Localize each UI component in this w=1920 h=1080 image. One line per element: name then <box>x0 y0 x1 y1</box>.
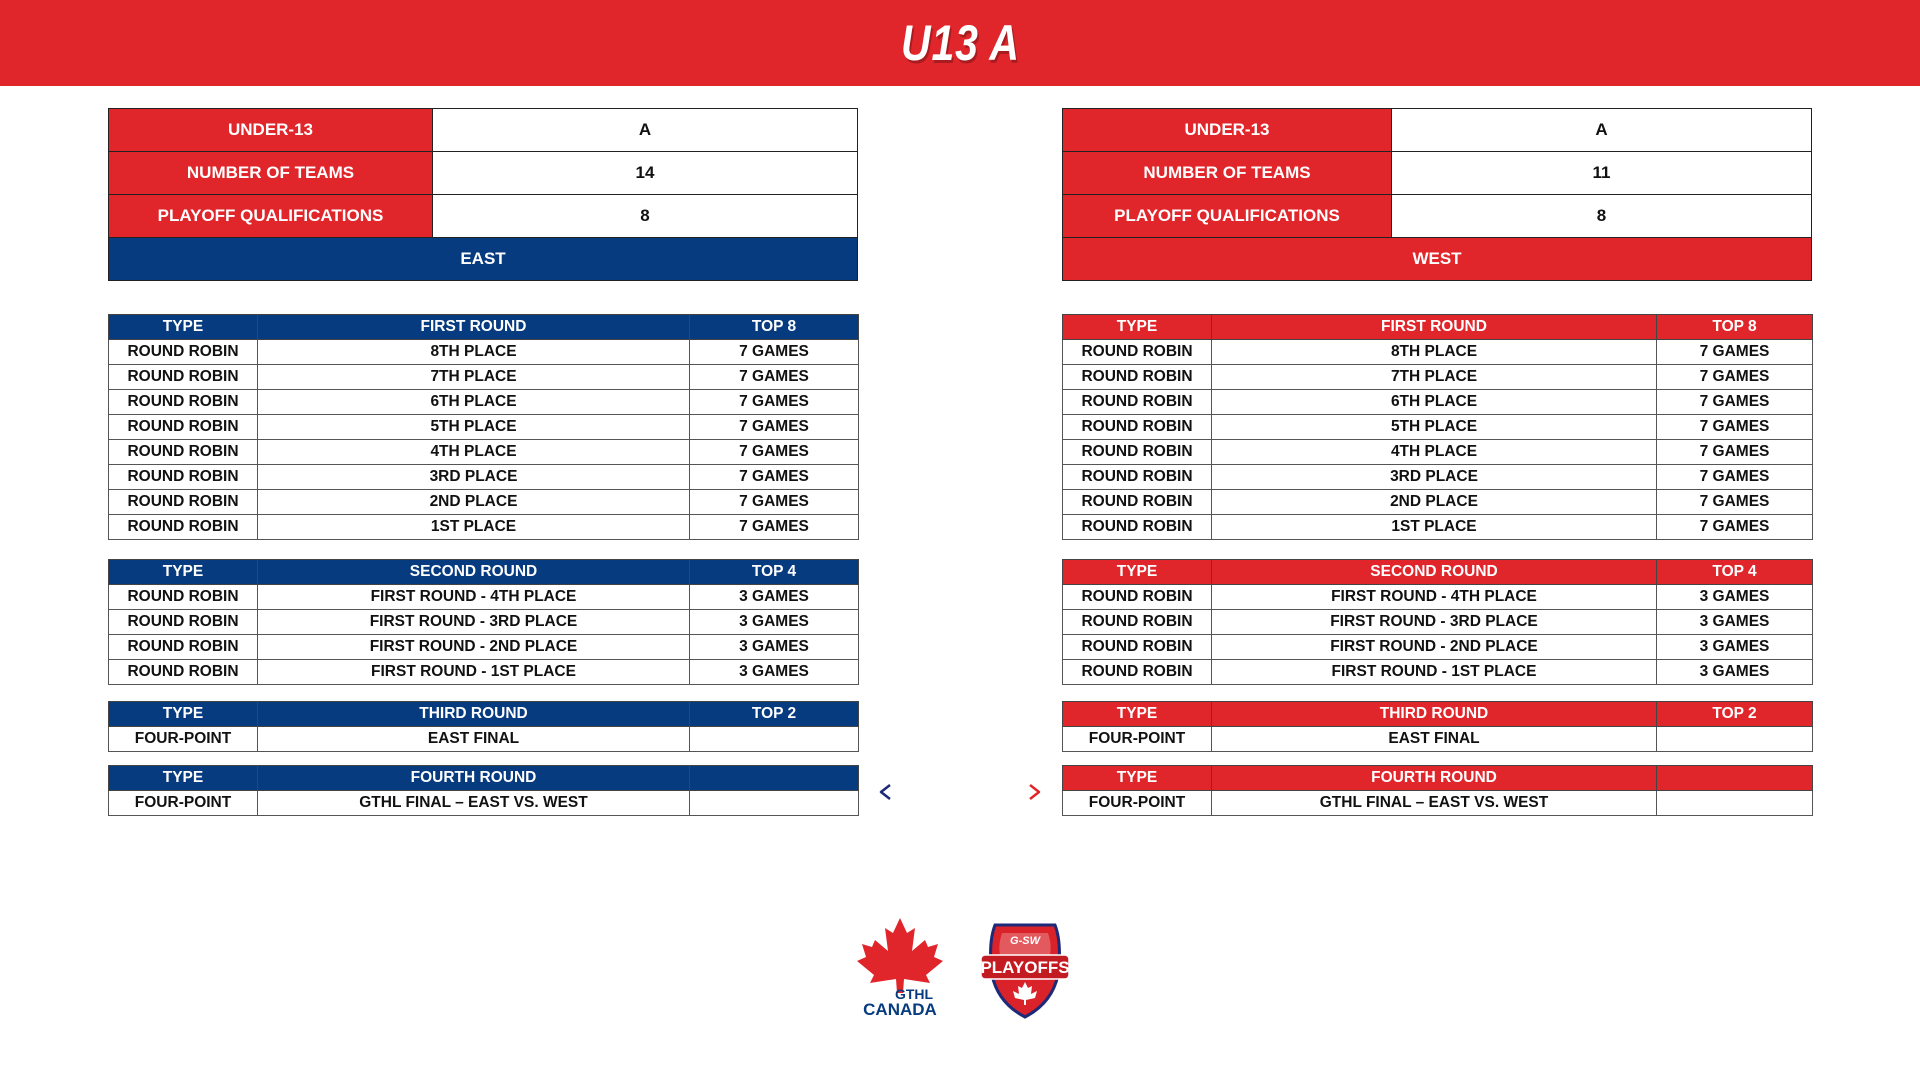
playoffs-logo <box>980 925 1069 1017</box>
division-label: UNDER-13 <box>1063 109 1392 152</box>
table-row <box>109 440 859 465</box>
west-round3-table <box>1062 701 1813 752</box>
round-cell: 6TH PLACE <box>258 390 690 415</box>
table-row <box>1063 490 1813 515</box>
games-cell: 7 GAMES <box>690 365 859 390</box>
maple-leaf-icon <box>857 918 943 993</box>
games-cell: 7 GAMES <box>1657 340 1813 365</box>
table-row <box>109 465 859 490</box>
round-cell: 2ND PLACE <box>258 490 690 515</box>
games-cell: 7 GAMES <box>690 440 859 465</box>
round-cell: GTHL FINAL – EAST VS. WEST <box>1212 791 1657 816</box>
playoffs-top-text: G-SW <box>1010 935 1040 947</box>
round-header: SECOND ROUND <box>258 560 690 585</box>
type-cell: ROUND ROBIN <box>109 610 258 635</box>
west-round2-table <box>1062 559 1813 685</box>
qualifier-header: TOP 4 <box>690 560 859 585</box>
round-cell: FIRST ROUND - 1ST PLACE <box>1212 660 1657 685</box>
round-cell: FIRST ROUND - 3RD PLACE <box>1212 610 1657 635</box>
round-cell: 3RD PLACE <box>258 465 690 490</box>
table-row <box>109 340 859 365</box>
games-cell: 7 GAMES <box>690 340 859 365</box>
round-header: THIRD ROUND <box>1212 702 1657 727</box>
round-cell: FIRST ROUND - 4TH PLACE <box>1212 585 1657 610</box>
round-cell: 7TH PLACE <box>1212 365 1657 390</box>
type-header: TYPE <box>109 315 258 340</box>
canada-text: CANADA <box>863 1000 937 1019</box>
west-round1-table <box>1062 314 1813 540</box>
type-cell: ROUND ROBIN <box>1063 660 1212 685</box>
table-row <box>1063 390 1813 415</box>
east-round3-table <box>108 701 859 752</box>
qualifications-label: PLAYOFF QUALIFICATIONS <box>1063 195 1392 238</box>
table-row <box>109 727 859 752</box>
type-cell: ROUND ROBIN <box>109 635 258 660</box>
table-row <box>109 791 859 816</box>
games-cell: 7 GAMES <box>690 390 859 415</box>
type-cell: ROUND ROBIN <box>1063 365 1212 390</box>
round-cell: 5TH PLACE <box>258 415 690 440</box>
region-label: WEST <box>1063 238 1812 281</box>
round-cell: FIRST ROUND - 2ND PLACE <box>1212 635 1657 660</box>
type-cell: ROUND ROBIN <box>109 415 258 440</box>
round-cell: 4TH PLACE <box>1212 440 1657 465</box>
round-cell: 2ND PLACE <box>1212 490 1657 515</box>
qualifications-value: 8 <box>433 195 858 238</box>
division-value: A <box>1392 109 1812 152</box>
table-row <box>109 610 859 635</box>
region-label: EAST <box>109 238 858 281</box>
round-cell: 3RD PLACE <box>1212 465 1657 490</box>
type-cell: ROUND ROBIN <box>109 440 258 465</box>
header-row <box>1063 702 1813 727</box>
qualifier-header: TOP 2 <box>690 702 859 727</box>
type-header: TYPE <box>1063 702 1212 727</box>
games-cell: 7 GAMES <box>690 415 859 440</box>
round-cell: 5TH PLACE <box>1212 415 1657 440</box>
type-cell: ROUND ROBIN <box>109 340 258 365</box>
table-row <box>1063 515 1813 540</box>
logo-group <box>840 915 1100 1025</box>
qualifications-label: PLAYOFF QUALIFICATIONS <box>109 195 433 238</box>
teams-value: 11 <box>1392 152 1812 195</box>
type-cell: ROUND ROBIN <box>109 660 258 685</box>
round-header: SECOND ROUND <box>1212 560 1657 585</box>
header-row <box>109 315 859 340</box>
type-cell: ROUND ROBIN <box>1063 610 1212 635</box>
table-row <box>109 585 859 610</box>
table-row <box>1063 791 1813 816</box>
teams-value: 14 <box>433 152 858 195</box>
games-cell: 3 GAMES <box>690 660 859 685</box>
round-cell: 6TH PLACE <box>1212 390 1657 415</box>
table-row <box>1063 610 1813 635</box>
type-cell: FOUR-POINT <box>1063 727 1212 752</box>
games-cell <box>690 727 859 752</box>
type-cell: ROUND ROBIN <box>1063 490 1212 515</box>
table-row <box>1063 365 1813 390</box>
games-cell: 7 GAMES <box>1657 390 1813 415</box>
type-cell: ROUND ROBIN <box>1063 390 1212 415</box>
games-cell: 7 GAMES <box>690 515 859 540</box>
type-cell: ROUND ROBIN <box>109 515 258 540</box>
division-value: A <box>433 109 858 152</box>
round-cell: GTHL FINAL – EAST VS. WEST <box>258 791 690 816</box>
round-cell: 1ST PLACE <box>1212 515 1657 540</box>
type-cell: ROUND ROBIN <box>109 585 258 610</box>
round-cell: FIRST ROUND - 1ST PLACE <box>258 660 690 685</box>
games-cell: 3 GAMES <box>1657 585 1813 610</box>
round-cell: 4TH PLACE <box>258 440 690 465</box>
games-cell <box>1657 727 1813 752</box>
games-cell: 3 GAMES <box>690 585 859 610</box>
type-header: TYPE <box>109 560 258 585</box>
round-cell: EAST FINAL <box>258 727 690 752</box>
games-cell: 3 GAMES <box>690 635 859 660</box>
round-cell: EAST FINAL <box>1212 727 1657 752</box>
games-cell <box>690 791 859 816</box>
round-header: THIRD ROUND <box>258 702 690 727</box>
type-cell: FOUR-POINT <box>109 727 258 752</box>
games-cell: 7 GAMES <box>690 490 859 515</box>
type-cell: ROUND ROBIN <box>109 390 258 415</box>
gthl-canada-logo <box>857 918 943 1019</box>
table-row <box>109 515 859 540</box>
round-header: FOURTH ROUND <box>258 766 690 791</box>
table-row <box>109 415 859 440</box>
games-cell: 7 GAMES <box>1657 440 1813 465</box>
type-cell: ROUND ROBIN <box>1063 635 1212 660</box>
page-title: U13 A <box>900 15 1020 71</box>
type-cell: ROUND ROBIN <box>109 365 258 390</box>
table-row <box>109 365 859 390</box>
qualifier-header: TOP 8 <box>1657 315 1813 340</box>
games-cell: 7 GAMES <box>1657 415 1813 440</box>
table-row <box>109 635 859 660</box>
type-header: TYPE <box>1063 560 1212 585</box>
title-banner <box>0 0 1920 86</box>
type-cell: ROUND ROBIN <box>1063 340 1212 365</box>
qualifier-header: TOP 8 <box>690 315 859 340</box>
games-cell: 7 GAMES <box>690 465 859 490</box>
qualifications-value: 8 <box>1392 195 1812 238</box>
logos <box>840 915 1100 1025</box>
header-row <box>1063 560 1813 585</box>
header-row <box>1063 315 1813 340</box>
table-row <box>109 390 859 415</box>
round-cell: 8TH PLACE <box>258 340 690 365</box>
games-cell: 7 GAMES <box>1657 465 1813 490</box>
type-cell: ROUND ROBIN <box>1063 415 1212 440</box>
qualifier-header <box>690 766 859 791</box>
round-cell: FIRST ROUND - 4TH PLACE <box>258 585 690 610</box>
type-cell: ROUND ROBIN <box>1063 515 1212 540</box>
round-header: FIRST ROUND <box>258 315 690 340</box>
east-round1-table <box>108 314 859 540</box>
round-cell: 7TH PLACE <box>258 365 690 390</box>
header-row <box>109 766 859 791</box>
header-row <box>109 702 859 727</box>
qualifier-header: TOP 4 <box>1657 560 1813 585</box>
round-header: FOURTH ROUND <box>1212 766 1657 791</box>
west-info-table <box>1062 108 1812 281</box>
header-row <box>1063 766 1813 791</box>
round-header: FIRST ROUND <box>1212 315 1657 340</box>
division-label: UNDER-13 <box>109 109 433 152</box>
type-cell: ROUND ROBIN <box>109 465 258 490</box>
playoffs-text: PLAYOFFS <box>980 958 1070 977</box>
table-row <box>1063 440 1813 465</box>
qualifier-header <box>1657 766 1813 791</box>
type-cell: ROUND ROBIN <box>1063 585 1212 610</box>
games-cell: 7 GAMES <box>1657 515 1813 540</box>
header-row <box>109 560 859 585</box>
games-cell: 3 GAMES <box>1657 610 1813 635</box>
table-row <box>109 660 859 685</box>
east-round2-table <box>108 559 859 685</box>
type-header: TYPE <box>109 702 258 727</box>
games-cell: 3 GAMES <box>690 610 859 635</box>
games-cell: 7 GAMES <box>1657 490 1813 515</box>
table-row <box>109 490 859 515</box>
type-header: TYPE <box>1063 315 1212 340</box>
table-row <box>1063 585 1813 610</box>
type-cell: FOUR-POINT <box>109 791 258 816</box>
table-row <box>1063 415 1813 440</box>
qualifier-header: TOP 2 <box>1657 702 1813 727</box>
round-cell: FIRST ROUND - 3RD PLACE <box>258 610 690 635</box>
games-cell: 3 GAMES <box>1657 660 1813 685</box>
type-cell: ROUND ROBIN <box>109 490 258 515</box>
round-cell: 8TH PLACE <box>1212 340 1657 365</box>
double-arrow-icon <box>878 782 1042 802</box>
table-row <box>1063 635 1813 660</box>
games-cell: 3 GAMES <box>1657 635 1813 660</box>
type-header: TYPE <box>109 766 258 791</box>
type-cell: ROUND ROBIN <box>1063 440 1212 465</box>
west-round4-table <box>1062 765 1813 816</box>
games-cell: 7 GAMES <box>1657 365 1813 390</box>
games-cell <box>1657 791 1813 816</box>
teams-label: NUMBER OF TEAMS <box>1063 152 1392 195</box>
type-cell: ROUND ROBIN <box>1063 465 1212 490</box>
type-cell: FOUR-POINT <box>1063 791 1212 816</box>
table-row <box>1063 465 1813 490</box>
table-row <box>1063 340 1813 365</box>
teams-label: NUMBER OF TEAMS <box>109 152 433 195</box>
table-row <box>1063 660 1813 685</box>
east-round4-table <box>108 765 859 816</box>
round-cell: 1ST PLACE <box>258 515 690 540</box>
table-row <box>1063 727 1813 752</box>
gthl-text: GTHL <box>894 986 934 1002</box>
round-cell: FIRST ROUND - 2ND PLACE <box>258 635 690 660</box>
type-header: TYPE <box>1063 766 1212 791</box>
east-info-table <box>108 108 858 281</box>
